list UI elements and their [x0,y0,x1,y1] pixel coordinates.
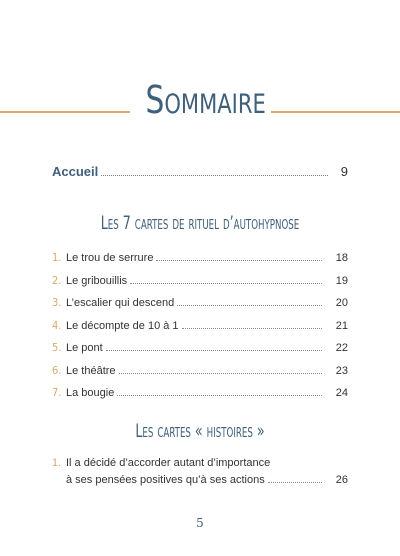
section-heading-rituels: Les 7 cartes de rituel d’autohypnose [100,212,300,234]
toc-entry-label: Le trou de serrure [66,252,154,264]
toc-entry-index: 1. [52,457,62,469]
toc-entry-index: 6. [52,363,62,377]
toc-entry-page: 21 [335,319,348,332]
toc-entry-index: 7. [52,386,62,399]
dot-leader [101,174,328,176]
toc-entry-label: Le gribouillis [66,274,128,287]
toc-entry-page: 23 [335,364,348,377]
dot-leader [119,372,322,374]
toc-entry-label: L’escalier qui descend [66,297,175,309]
dot-leader [177,304,322,306]
toc-entry-label-continued: à ses pensées positives qu’à ses actions [66,474,265,486]
toc-entry-page: 26 [335,474,348,486]
toc-entry-index: 2. [52,273,62,287]
toc-entry-label: Le pont [66,342,103,354]
title-rule-right [271,111,400,113]
dot-leader [268,481,322,483]
toc-entry-label: Le décompte de 10 à 1 [66,319,179,332]
toc-entry[interactable] [52,296,348,319]
dot-leader [182,327,322,329]
dot-leader [156,259,322,261]
toc-entry-page: 19 [335,274,348,287]
toc-entry-accueil[interactable] [52,164,348,180]
toc-entry-page: 24 [335,387,348,399]
toc-entry[interactable] [52,274,348,297]
dot-leader [117,394,322,396]
title-rule-left [0,111,130,113]
toc-entry[interactable] [52,319,348,342]
toc-entry-label: Le théâtre [66,364,116,377]
dot-leader [106,349,322,351]
toc-entry-index: 1. [52,251,62,264]
toc-entry-line [52,474,348,491]
toc-entry-page: 22 [335,342,348,354]
title-row [0,80,400,120]
toc-entry-index: 3. [52,296,62,309]
page-title: Sommaire [145,78,266,122]
toc-entry-page: 9 [340,164,348,179]
page-number: 5 [196,516,204,530]
section-heading-histoires: Les cartes « histoires » [135,420,265,442]
toc-entry-label: Accueil [52,164,99,179]
toc-entry-index: 4. [52,318,62,332]
dot-leader [130,282,322,284]
toc-entry-label: La bougie [66,387,115,399]
toc-entry-page: 20 [335,297,348,309]
toc-entry-story[interactable] [52,457,348,491]
toc-entry-page: 18 [335,252,348,264]
toc-entry-index: 5. [52,341,62,354]
toc-entry[interactable] [52,341,348,364]
toc-entry[interactable] [52,251,348,274]
toc-entry[interactable] [52,364,348,387]
toc-entry[interactable] [52,386,348,409]
toc-entry-label: Il a décidé d’accorder autant d’importance [66,457,271,469]
toc-list-rituels [52,251,348,409]
toc-entry-line [52,457,348,474]
